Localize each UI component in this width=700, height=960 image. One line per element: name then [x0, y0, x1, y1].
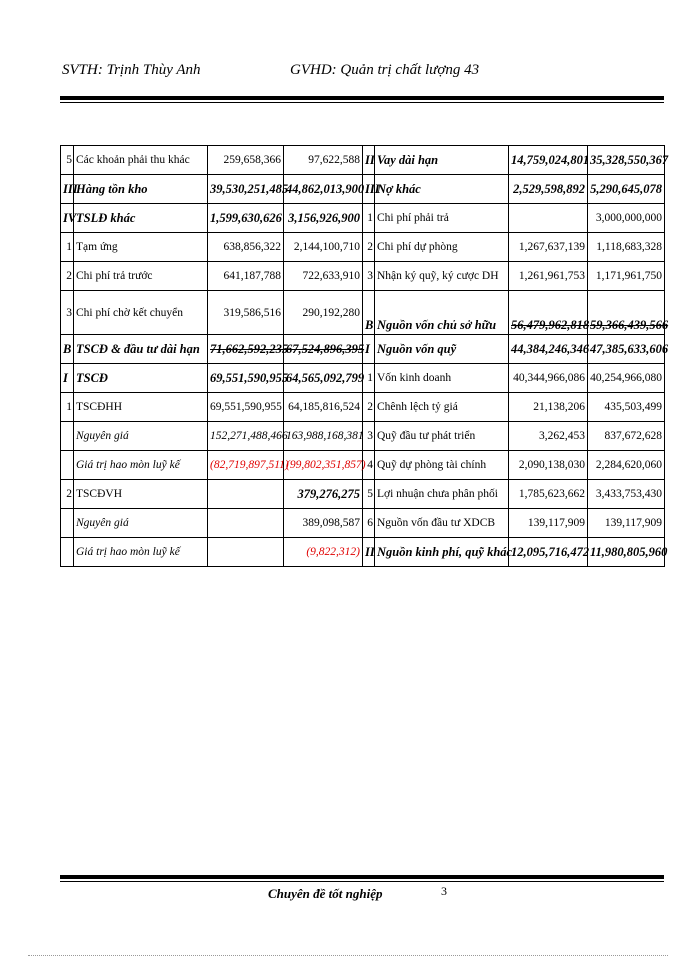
right-value-end: 59,366,439,566 [588, 291, 665, 335]
right-value-end: 3,433,753,430 [588, 480, 665, 509]
left-value-start: 39,530,251,485 [208, 175, 284, 204]
right-label: Lợi nhuận chưa phân phối [375, 480, 509, 509]
right-index: 3 [363, 422, 375, 451]
left-index: 5 [61, 146, 74, 175]
left-value-start [208, 538, 284, 567]
left-label: TSCĐVH [74, 480, 208, 509]
left-value-end: 379,276,275 [284, 480, 363, 509]
right-value-start: 12,095,716,472 [509, 538, 588, 567]
table-row [61, 538, 665, 567]
right-index: 5 [363, 480, 375, 509]
left-value-end: 97,622,588 [284, 146, 363, 175]
table-row [61, 480, 665, 509]
right-index: 1 [363, 364, 375, 393]
left-label: Chi phí trả trước [74, 262, 208, 291]
left-index: I [61, 364, 74, 393]
right-index: 6 [363, 509, 375, 538]
right-value-start: 40,344,966,086 [509, 364, 588, 393]
left-value-end: 2,144,100,710 [284, 233, 363, 262]
table-row [61, 422, 665, 451]
right-value-end: 1,171,961,750 [588, 262, 665, 291]
footer-rule-thick [60, 875, 664, 879]
right-value-start: 1,267,637,139 [509, 233, 588, 262]
table-row [61, 262, 665, 291]
right-label: Vốn kinh doanh [375, 364, 509, 393]
right-index: III [363, 175, 375, 204]
left-label: Nguyên giá [74, 422, 208, 451]
header-rule-thick [60, 96, 664, 100]
right-value-end: 47,385,633,606 [588, 335, 665, 364]
right-index: II [363, 538, 375, 567]
right-value-start [509, 204, 588, 233]
left-value-start: 1,599,630,626 [208, 204, 284, 233]
left-value-start: (82,719,897,511) [208, 451, 284, 480]
left-index: 1 [61, 233, 74, 262]
left-value-start [208, 509, 284, 538]
left-index [61, 451, 74, 480]
right-value-end: 35,328,550,367 [588, 146, 665, 175]
right-value-end: 435,503,499 [588, 393, 665, 422]
right-index: 2 [363, 233, 375, 262]
left-label: Các khoản phải thu khác [74, 146, 208, 175]
left-index [61, 422, 74, 451]
left-value-start: 69,551,590,955 [208, 393, 284, 422]
left-label: TSLĐ khác [74, 204, 208, 233]
left-value-end: 389,098,587 [284, 509, 363, 538]
right-value-start: 56,479,962,818 [509, 291, 588, 335]
right-value-end: 3,000,000,000 [588, 204, 665, 233]
right-label: Vay dài hạn [375, 146, 509, 175]
left-value-start: 69,551,590,955 [208, 364, 284, 393]
right-value-end: 139,117,909 [588, 509, 665, 538]
right-value-end: 837,672,628 [588, 422, 665, 451]
left-value-start: 638,856,322 [208, 233, 284, 262]
right-index: 1 [363, 204, 375, 233]
left-value-end: (9,822,312) [284, 538, 363, 567]
right-value-start: 14,759,024,801 [509, 146, 588, 175]
left-index: 1 [61, 393, 74, 422]
left-label: Chi phí chờ kết chuyển [74, 291, 208, 335]
left-value-start: 259,658,366 [208, 146, 284, 175]
left-value-end: 64,185,816,524 [284, 393, 363, 422]
left-label: TSCĐ [74, 364, 208, 393]
header-subject: GVHD: Quản trị chất lượng 43 [290, 62, 480, 78]
right-index: I [363, 335, 375, 364]
right-index: II [363, 146, 375, 175]
table-row [61, 204, 665, 233]
right-value-start: 44,384,246,346 [509, 335, 588, 364]
right-index: 2 [363, 393, 375, 422]
left-index [61, 538, 74, 567]
left-value-end: 3,156,926,900 [284, 204, 363, 233]
right-label: Chênh lệch tỷ giá [375, 393, 509, 422]
right-value-end: 11,980,805,960 [588, 538, 665, 567]
footer-rule-thin [60, 881, 664, 882]
left-value-start: 152,271,488,466 [208, 422, 284, 451]
balance-sheet-table [60, 145, 669, 567]
table-row [61, 509, 665, 538]
left-value-end: 67,524,896,395 [284, 335, 363, 364]
right-label: Nguồn vốn quỹ [375, 335, 509, 364]
left-value-start: 71,662,592,235 [208, 335, 284, 364]
right-value-start: 3,262,453 [509, 422, 588, 451]
table-row [61, 393, 665, 422]
table-row [61, 364, 665, 393]
footer-title: Chuyên đề tốt nghiệp [268, 886, 383, 901]
table-row [61, 146, 665, 175]
left-index: B [61, 335, 74, 364]
right-label: Quỹ dự phòng tài chính [375, 451, 509, 480]
left-index: III [61, 175, 74, 204]
left-index [61, 509, 74, 538]
right-index: B [363, 291, 375, 335]
right-index: 3 [363, 262, 375, 291]
page-number: 3 [441, 884, 447, 898]
left-value-end: 44,862,013,900 [284, 175, 363, 204]
right-value-start: 2,090,138,030 [509, 451, 588, 480]
right-value-start: 2,529,598,892 [509, 175, 588, 204]
left-index: 3 [61, 291, 74, 335]
table-row [61, 451, 665, 480]
left-index: 2 [61, 262, 74, 291]
right-value-start: 1,261,961,753 [509, 262, 588, 291]
left-value-end: 722,633,910 [284, 262, 363, 291]
left-value-end: (99,802,351,857) [284, 451, 363, 480]
table-row [61, 335, 665, 364]
right-value-start: 139,117,909 [509, 509, 588, 538]
right-label: Nguồn kinh phí, quỹ khác [375, 538, 509, 567]
left-value-start: 319,586,516 [208, 291, 284, 335]
left-value-start [208, 480, 284, 509]
table-row [61, 175, 665, 204]
left-label: Hàng tồn kho [74, 175, 208, 204]
left-index: 2 [61, 480, 74, 509]
right-value-start: 1,785,623,662 [509, 480, 588, 509]
page-edge-divider [28, 955, 668, 956]
right-value-end: 5,290,645,078 [588, 175, 665, 204]
right-value-end: 1,118,683,328 [588, 233, 665, 262]
left-index: IV [61, 204, 74, 233]
right-label: Nguồn vốn chủ sở hữu [375, 291, 509, 335]
right-label: Chi phí dự phòng [375, 233, 509, 262]
left-label: TSCĐ & đầu tư dài hạn [74, 335, 208, 364]
left-value-end: 64,565,092,799 [284, 364, 363, 393]
table-row [61, 291, 665, 335]
left-value-end: 163,988,168,381 [284, 422, 363, 451]
right-label: Nợ khác [375, 175, 509, 204]
right-label: Quỹ đầu tư phát triển [375, 422, 509, 451]
left-label: TSCĐHH [74, 393, 208, 422]
left-value-end: 290,192,280 [284, 291, 363, 335]
left-label: Giá trị hao mòn luỹ kế [74, 538, 208, 567]
left-value-start: 641,187,788 [208, 262, 284, 291]
header-author: SVTH: Trịnh Thùy Anh [62, 62, 201, 78]
right-index: 4 [363, 451, 375, 480]
right-label: Chi phí phải trả [375, 204, 509, 233]
right-value-start: 21,138,206 [509, 393, 588, 422]
left-label: Nguyên giá [74, 509, 208, 538]
left-label: Tạm ứng [74, 233, 208, 262]
right-label: Nhận ký quỹ, ký cược DH [375, 262, 509, 291]
right-label: Nguồn vốn đầu tư XDCB [375, 509, 509, 538]
right-value-end: 40,254,966,080 [588, 364, 665, 393]
header-rule-thin [60, 102, 664, 103]
left-label: Giá trị hao mòn luỹ kế [74, 451, 208, 480]
right-value-end: 2,284,620,060 [588, 451, 665, 480]
table-row [61, 233, 665, 262]
